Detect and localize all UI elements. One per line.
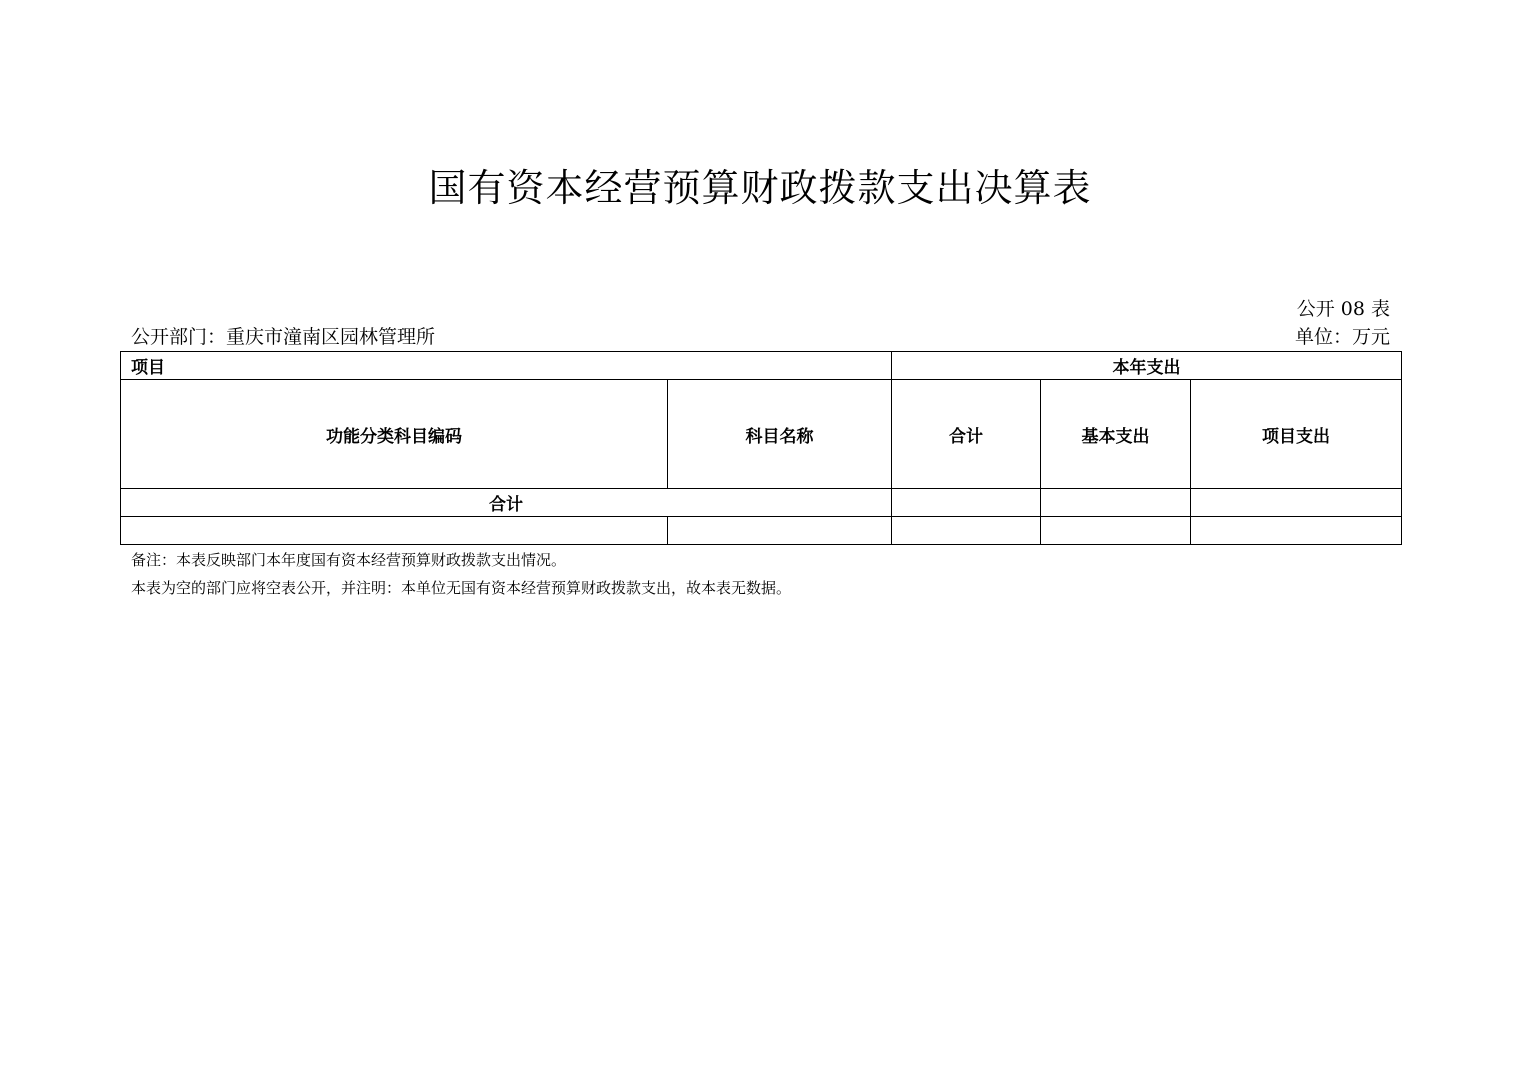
column-header-code: 功能分类科目编码 [121,380,668,489]
table-header-row [121,352,1402,380]
total-cell-basic [1041,489,1191,517]
table-cell [1041,517,1191,545]
column-header-total: 合计 [892,380,1041,489]
department-label: 公开部门：重庆市潼南区园林管理所 [131,326,436,348]
note-line: 本表为空的部门应将空表公开，并注明：本单位无国有资本经营预算财政拨款支出，故本表无数据。 [131,579,792,597]
column-header-row [121,380,1402,489]
total-row [121,489,1402,517]
total-cell-project [1191,489,1402,517]
annual-expense-header: 本年支出 [892,352,1402,380]
unit-label: 单位：万元 [1294,326,1390,348]
column-header-basic: 基本支出 [1041,380,1191,489]
table-cell [1191,517,1402,545]
notes [131,546,791,602]
table-number: 公开 08 表 [1296,298,1390,320]
table-row [121,517,1402,545]
table-cell [668,517,892,545]
expense-table [120,351,1402,545]
project-header: 项目 [121,352,892,380]
table-cell [892,517,1041,545]
total-cell-total [892,489,1041,517]
total-label: 合计 [121,489,892,517]
table-cell [121,517,668,545]
note-line: 备注：本表反映部门本年度国有资本经营预算财政拨款支出情况。 [131,551,567,569]
column-header-name: 科目名称 [668,380,892,489]
page-title: 国有资本经营预算财政拨款支出决算表 [428,166,1092,210]
column-header-project: 项目支出 [1191,380,1402,489]
